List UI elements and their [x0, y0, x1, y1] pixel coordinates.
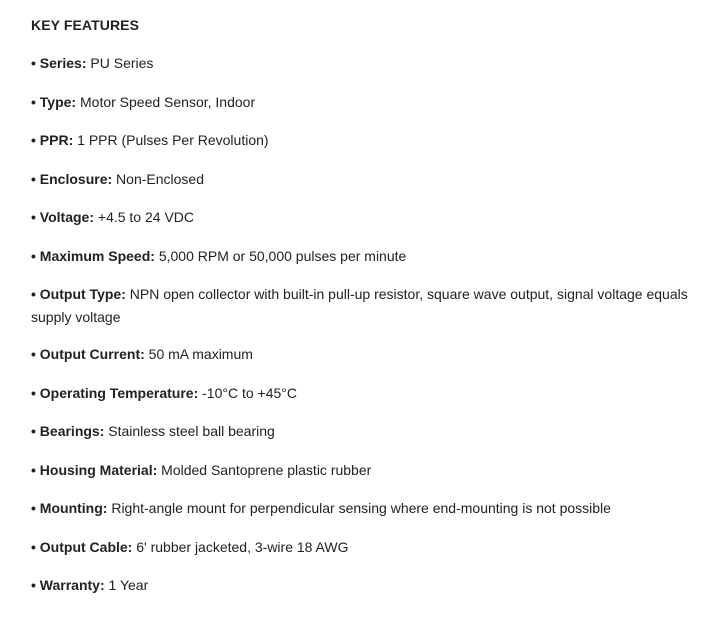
- feature-warranty: [31, 576, 696, 594]
- feature-voltage: [31, 208, 696, 226]
- feature-value: Motor Speed Sensor, Indoor: [80, 93, 256, 110]
- bullet: •: [31, 286, 36, 302]
- feature-value: Stainless steel ball bearing: [108, 423, 275, 439]
- bullet: •: [31, 132, 36, 148]
- feature-series: [31, 54, 696, 72]
- bullet: •: [31, 384, 36, 401]
- feature-value: 6' rubber jacketed, 3-wire 18 AWG: [136, 538, 349, 555]
- feature-maximum-speed: [31, 247, 696, 265]
- bullet: •: [31, 209, 36, 225]
- feature-bearings: [31, 422, 696, 440]
- feature-label: PPR:: [39, 132, 74, 148]
- feature-label: Housing Material:: [39, 461, 158, 478]
- feature-label: Output Cable:: [39, 538, 133, 555]
- feature-label: Mounting:: [39, 500, 108, 516]
- bullet: •: [31, 461, 36, 478]
- feature-label: Operating Temperature:: [39, 384, 199, 401]
- bullet: •: [31, 423, 36, 439]
- feature-value: Right-angle mount for perpendicular sensing where end-mounting is not possible: [111, 500, 611, 516]
- feature-label: Bearings:: [39, 423, 105, 439]
- feature-value: Molded Santoprene plastic rubber: [161, 461, 372, 478]
- feature-enclosure: [31, 170, 696, 188]
- feature-ppr: [31, 131, 696, 149]
- feature-label: Voltage:: [39, 209, 94, 225]
- feature-value: +4.5 to 24 VDC: [97, 209, 195, 225]
- feature-label: Enclosure:: [39, 170, 113, 187]
- feature-label: Output Current:: [39, 346, 145, 362]
- feature-list: [31, 54, 693, 594]
- feature-value: PU Series: [90, 55, 154, 71]
- feature-output-type: [31, 283, 696, 329]
- bullet: •: [31, 170, 36, 187]
- feature-operating-temperature: [31, 384, 696, 402]
- feature-label: Warranty:: [39, 577, 105, 593]
- bullet: •: [31, 55, 36, 71]
- bullet: •: [31, 346, 36, 362]
- feature-type: [31, 93, 696, 111]
- feature-label: Output Type:: [39, 286, 126, 302]
- bullet: •: [31, 247, 36, 264]
- feature-value: Non-Enclosed: [116, 170, 204, 187]
- feature-output-current: [31, 345, 696, 363]
- feature-label: Maximum Speed:: [39, 247, 155, 264]
- feature-label: Type:: [39, 93, 77, 110]
- bullet: •: [31, 577, 36, 593]
- feature-value: 1 Year: [108, 577, 149, 593]
- bullet: •: [31, 500, 36, 516]
- feature-value: -10°C to +45°C: [202, 384, 297, 401]
- feature-value: NPN open collector with built-in pull-up resistor, square wave output, signal voltage equals supply voltage: [31, 286, 688, 325]
- feature-label: Series:: [39, 55, 87, 71]
- feature-value: 5,000 RPM or 50,000 pulses per minute: [158, 247, 407, 264]
- feature-mounting: [31, 499, 696, 517]
- bullet: •: [31, 93, 36, 110]
- feature-value: 50 mA maximum: [148, 346, 253, 362]
- feature-housing-material: [31, 461, 696, 479]
- feature-value: 1 PPR (Pulses Per Revolution): [77, 132, 269, 148]
- bullet: •: [31, 538, 36, 555]
- section-heading: KEY FEATURES: [31, 17, 140, 33]
- feature-output-cable: [31, 538, 696, 556]
